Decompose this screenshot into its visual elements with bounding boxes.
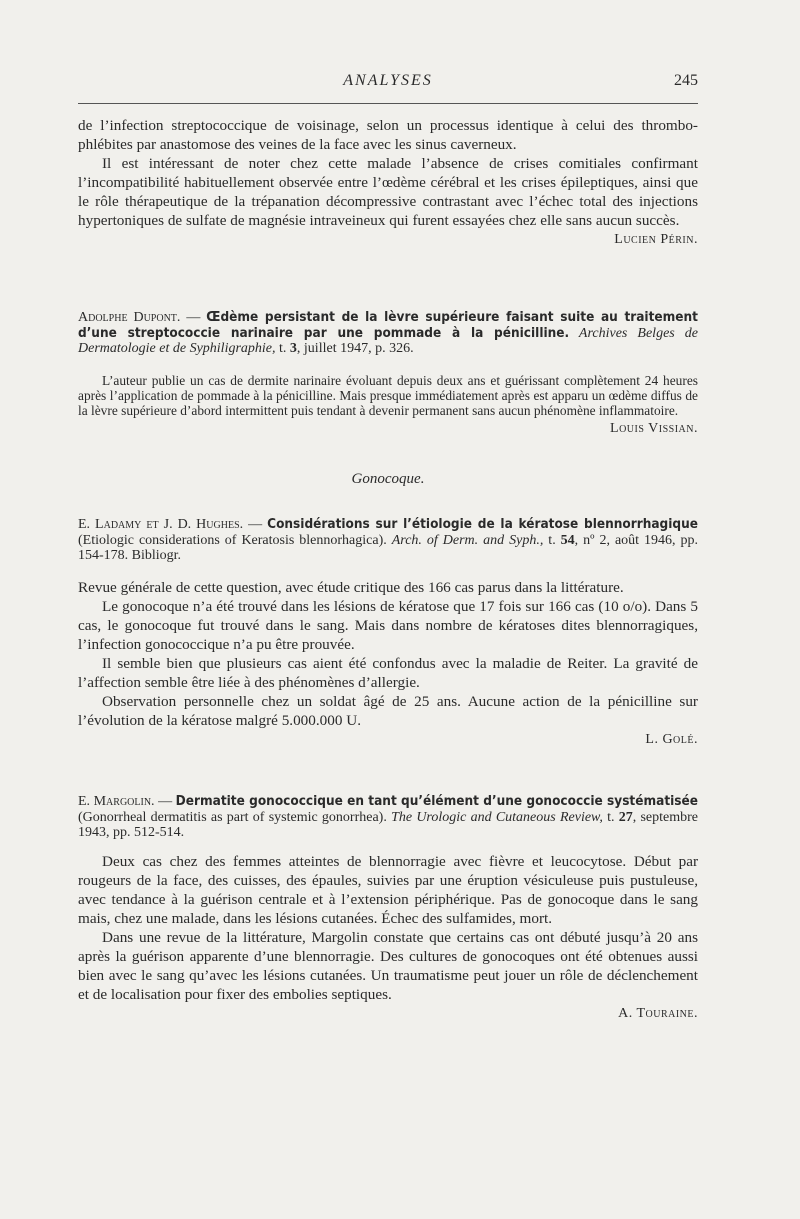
reviewer-signature: Louis Vissian. — [610, 421, 698, 436]
paragraph: Revue générale de cette question, avec étude critique des 166 cas parus dans la littérature. — [78, 579, 624, 596]
review-continuation — [78, 116, 698, 248]
review-dupont — [78, 373, 698, 437]
article-authors: Adolphe Dupont. — [78, 310, 181, 325]
reviewer-signature: A. Touraine. — [618, 1006, 698, 1021]
article-heading — [78, 517, 698, 564]
review-margolin — [78, 852, 698, 1022]
citation-details: , juillet 1947, p. 326. — [296, 341, 414, 356]
heading-dash: — — [154, 794, 176, 809]
reviewer-signature: Lucien Périn. — [614, 232, 698, 247]
heading-dash: — — [180, 310, 207, 325]
article-title: Considérations sur l’étiologie de la kératose blennorrhagique — [267, 516, 698, 532]
journal-name: Archives Belges de Dermatologie et de Syphiligraphie, — [78, 325, 698, 356]
reviewer-signature: L. Golé. — [645, 732, 698, 747]
article-subtitle: (Gonorrheal dermatitis as part of systemic gonorrhea). — [78, 809, 392, 825]
citation-details: , nº 2, août 1946, pp. 154-178. Bibliogr. — [78, 532, 698, 563]
running-title: ANALYSES — [343, 72, 433, 89]
page-header — [78, 72, 698, 96]
paragraph: Dans une revue de la littérature, Margolin constate que certains cas ont débuté jusqu’à 20 ans après la guérison apparente d’une blennorragie. Des cultures de gonocoques ont été obtenues aussi bien avec le sang qu’avec les lésions cutanées. Un traumatisme peut jouer un rôle de déclenchement et de localisation pour fixer des embolies septiques. — [78, 929, 698, 1003]
article-authors: E. Ladamy et J. D. Hughes. — [78, 517, 244, 532]
article-heading — [78, 310, 698, 357]
article-subtitle: (Etiologic considerations of Keratosis blennorhagica). — [78, 532, 392, 548]
section-title: Gonocoque. — [351, 471, 425, 487]
journal-name: The Urologic and Cutaneous Review, — [391, 809, 603, 825]
page-number: 245 — [674, 72, 698, 89]
article-authors: E. Margolin. — [78, 794, 155, 809]
volume-prefix: t. — [275, 341, 290, 356]
paragraph: Deux cas chez des femmes atteintes de blennorragie avec fièvre et leucocytose. Début par rougeurs de la face, des cuisses, des épaules, suivies par une éruption vésiculeuse puis pustuleuse, avec tendance à la guérison centrale et à l’extension périphérique. Pas de gonocoque dans le sang mais, chez une malade, dans les lésions cutanées. Échec des sulfamides, mort. — [78, 853, 698, 927]
journal-name: Arch. of Derm. and Syph., — [391, 532, 544, 548]
article-heading — [78, 794, 698, 841]
paragraph: de l’infection streptococcique de voisinage, selon un processus identique à celui des thrombo-phlébites par anastomose des veines de la face avec les sinus caverneux. — [78, 117, 698, 153]
volume-number: 54 — [560, 532, 575, 548]
paragraph: Observation personnelle chez un soldat âgé de 25 ans. Aucune action de la pénicilline sur l’évolution de la kératose malgré 5.000.000 U. — [78, 693, 698, 729]
header-rule — [78, 103, 698, 104]
heading-dash: — — [243, 517, 268, 532]
article-title: Dermatite gonococcique en tant qu’élément d’une gonococcie systématisée — [175, 793, 698, 809]
volume-prefix: t. — [543, 532, 561, 548]
paragraph: L’auteur publie un cas de dermite narinaire évoluant depuis deux ans et guérissant complètement 24 heures après l’application de pommade à la pénicilline. Mais presque immédiatement après est apparu un œdème diffus de la lèvre supérieure d’abord intermittent puis tendant à devenir permanent sans aucun phénomène inflammatoire. — [78, 373, 698, 418]
volume-number: 27 — [618, 809, 633, 825]
volume-number: 3 — [289, 341, 297, 356]
paragraph: Il semble bien que plusieurs cas aient été confondus avec la maladie de Reiter. La gravité de l’affection semble être liée à des phénomènes d’allergie. — [78, 655, 698, 691]
paragraph: Le gonocoque n’a été trouvé dans les lésions de kératose que 17 fois sur 166 cas (10 o/o). Dans 5 cas, le gonocoque fut trouvé dans le sang. Mais dans nombre de kératoses dites blennorragiques, l’infection gonococcique n’a pu être prouvée. — [78, 598, 698, 653]
volume-prefix: t. — [602, 809, 619, 825]
paragraph: Il est intéressant de noter chez cette malade l’absence de crises comitiales confirmant l’incompatibilité habituellement observée entre l’œdème cérébral et les crises épileptiques, ainsi que le rôle thérapeutique de la trépanation décompressive contrastant avec l’échec total des injections hypertoniques de sulfate de magnésie intraveineux qui furent essayées chez elle sans aucun succès. — [78, 155, 698, 229]
citation-details: , septembre 1943, pp. 512-514. — [78, 809, 698, 840]
article-title: Œdème persistant de la lèvre supérieure faisant suite au traitement d’une streptococcie narinaire par une pommade à la pénicilline. — [78, 309, 698, 341]
review-ladamy — [78, 578, 698, 748]
